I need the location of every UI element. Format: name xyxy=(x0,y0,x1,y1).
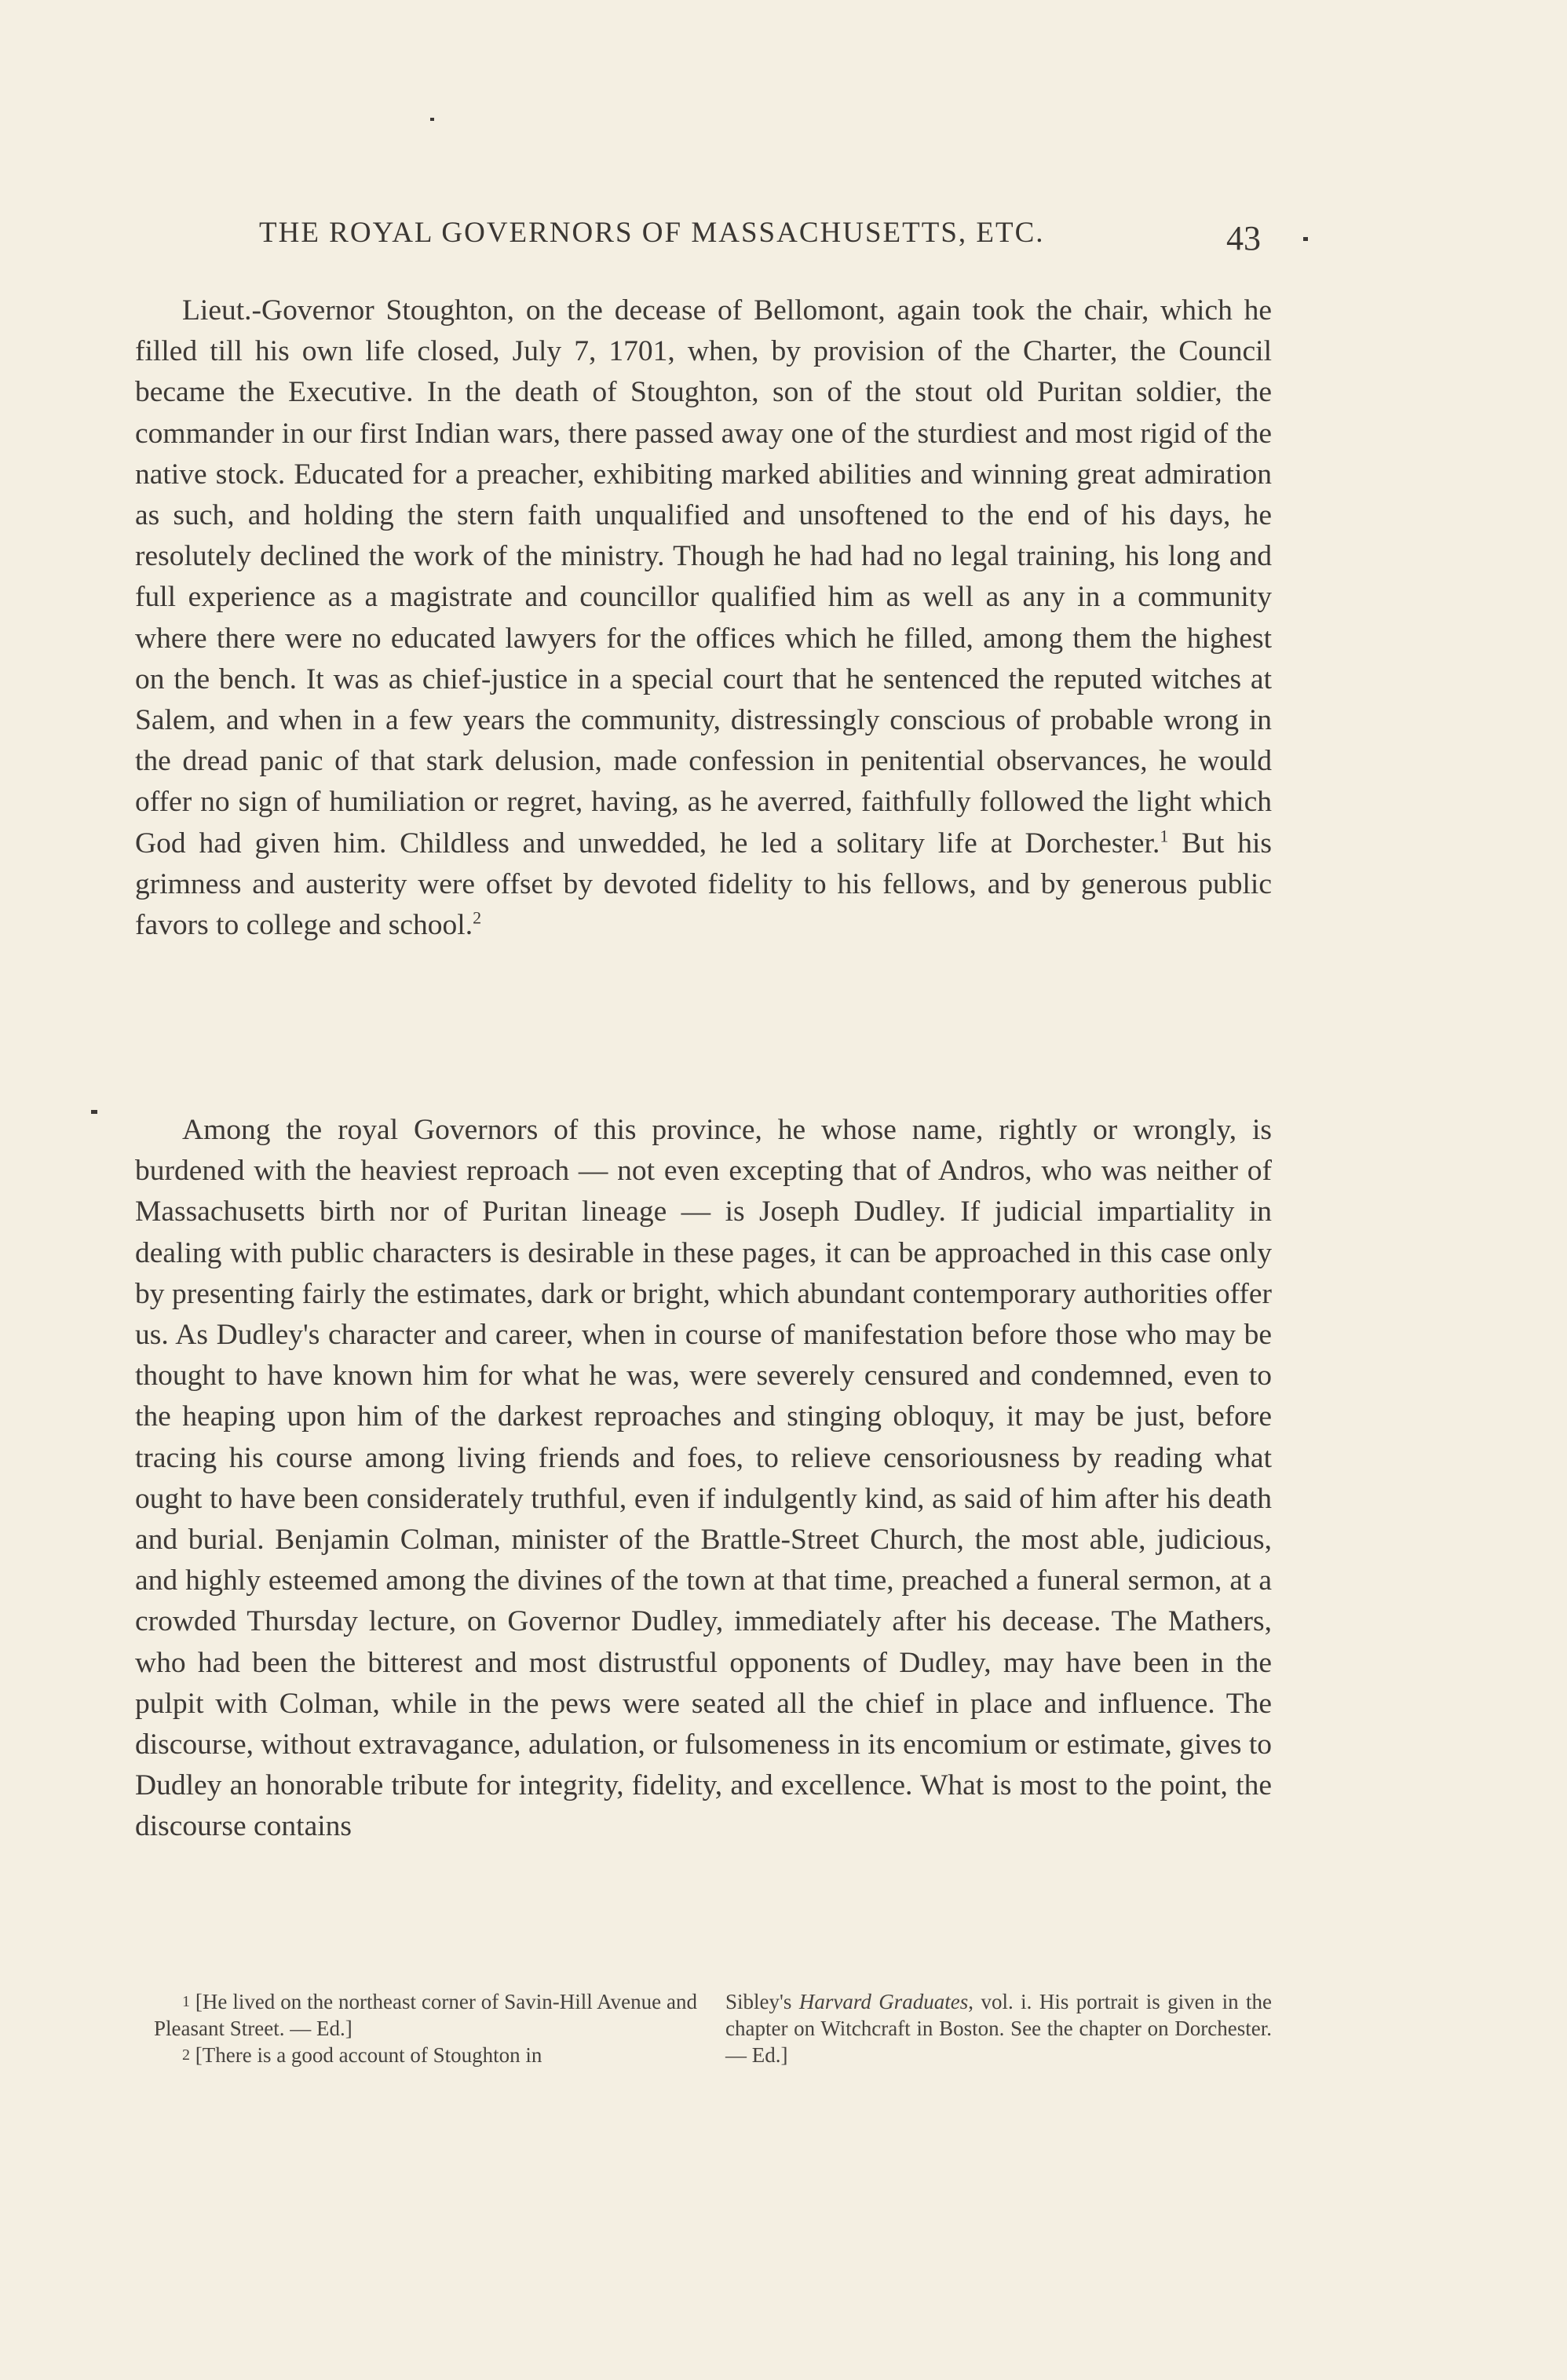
footnotes xyxy=(154,1988,1272,2068)
footnote-2-continued xyxy=(725,1988,1272,2068)
page-number: 43 xyxy=(1226,219,1261,257)
footnote-text: [There is a good account of Stoughton in xyxy=(195,2043,542,2067)
footnote-text: , vol. i. His portrait is given in the chapter on Witchcraft in Boston. See the chapter on Dorchester. — Ed.] xyxy=(725,1990,1273,2067)
footnotes-column-right xyxy=(725,1988,1272,2068)
paragraph-dudley xyxy=(135,1110,1272,1848)
paragraph-stoughton xyxy=(135,290,1272,946)
footnote-2 xyxy=(154,2042,697,2068)
print-speck xyxy=(1303,237,1308,241)
book-title: Harvard Graduates xyxy=(798,1990,969,2013)
footnotes-column-left xyxy=(154,1988,697,2068)
footnote-text: Sibley's xyxy=(725,1990,799,2013)
footnote-reference-1[interactable]: 1 xyxy=(1160,826,1169,846)
paragraph-text xyxy=(135,290,1272,946)
paragraph-text: Among the royal Governors of this province, he whose name, rightly or wrongly, is burdened with the heaviest reproach — not even excepting that of Andros, who was neither of Massachusetts birth nor of Puritan lineage — is Joseph Dudley. If judicial impartiality in dealing with public characters is desirable in these pages, it can be approached in this case only by presenting fairly the estimates, dark or bright, which abundant contemporary authorities offer us. As Dudley's character and career, when in course of manifestation before those who may be thought to have known him for what he was, were severely censured and condemned, even to the heaping upon him of the darkest reproaches and stinging obloquy, it may be just, before tracing his course among living friends and foes, to relieve censoriousness by reading what ought to have been considerately truthful, even if indulgently kind, as said of him after his death and burial. Benjamin Colman, minister of the Brattle-Street Church, the most able, judicious, and highly esteemed among the divines of the town at that time, preached a funeral sermon, at a crowded Thursday lecture, on Governor Dudley, immediately after his decease. The Mathers, who had been the bitterest and most distrustful opponents of Dudley, may have been in the pulpit with Colman, while in the pews were seated all the chief in place and influence. The discourse, without extravagance, adulation, or fulsomeness in its encomium or estimate, gives to Dudley an honorable tribute for integrity, fidelity, and excellence. What is most to the point, the discourse contains xyxy=(135,1114,1272,1843)
paragraph-text-part: Lieut.-Governor Stoughton, on the decease of Bellomont, again took the chair, which he filled till his own life closed, July 7, 1701, when, by provision of the Charter, the Council became the Executive. In the death of Stoughton, son of the stout old Puritan soldier, the commander in our first Indian wars, there passed away one of the sturdiest and most rigid of the native stock. Educated for a preacher, exhibiting marked abilities and winning great admiration as such, and holding the stern faith unqualified and unsoftened to the end of his days, he resolutely declined the work of the ministry. Though he had had no legal training, his long and full experience as a magistrate and councillor qualified him as well as any in a community where there were no educated lawyers for the offices which he filled, among them the highest on the bench. It was as chief-justice in a special court that he sentenced the reputed witches at Salem, and when in a few years the community, distressingly conscious of probable wrong in the dread panic of that stark delusion, made confession in penitential observances, he would offer no sign of humiliation or regret, having, as he averred, faithfully followed the light which God had given him. Childless and unwedded, he led a solitary life at Dorchester. xyxy=(135,294,1272,860)
print-speck xyxy=(91,1110,97,1114)
paragraph-text-part: But his grimness and austerity were offset by devoted fidelity to his fellows, and by generous public favors to college and school. xyxy=(135,827,1272,942)
footnote-1 xyxy=(154,1988,697,2042)
footnote-number: 2 xyxy=(182,2046,190,2064)
print-speck xyxy=(430,118,434,121)
footnote-number: 1 xyxy=(182,1993,190,2010)
running-header: THE ROYAL GOVERNORS OF MASSACHUSETTS, ETC. xyxy=(259,217,1045,249)
footnote-reference-2[interactable]: 2 xyxy=(473,907,482,928)
footnote-text: [He lived on the northeast corner of Savin-Hill Avenue and Pleasant Street. — Ed.] xyxy=(154,1990,697,2040)
